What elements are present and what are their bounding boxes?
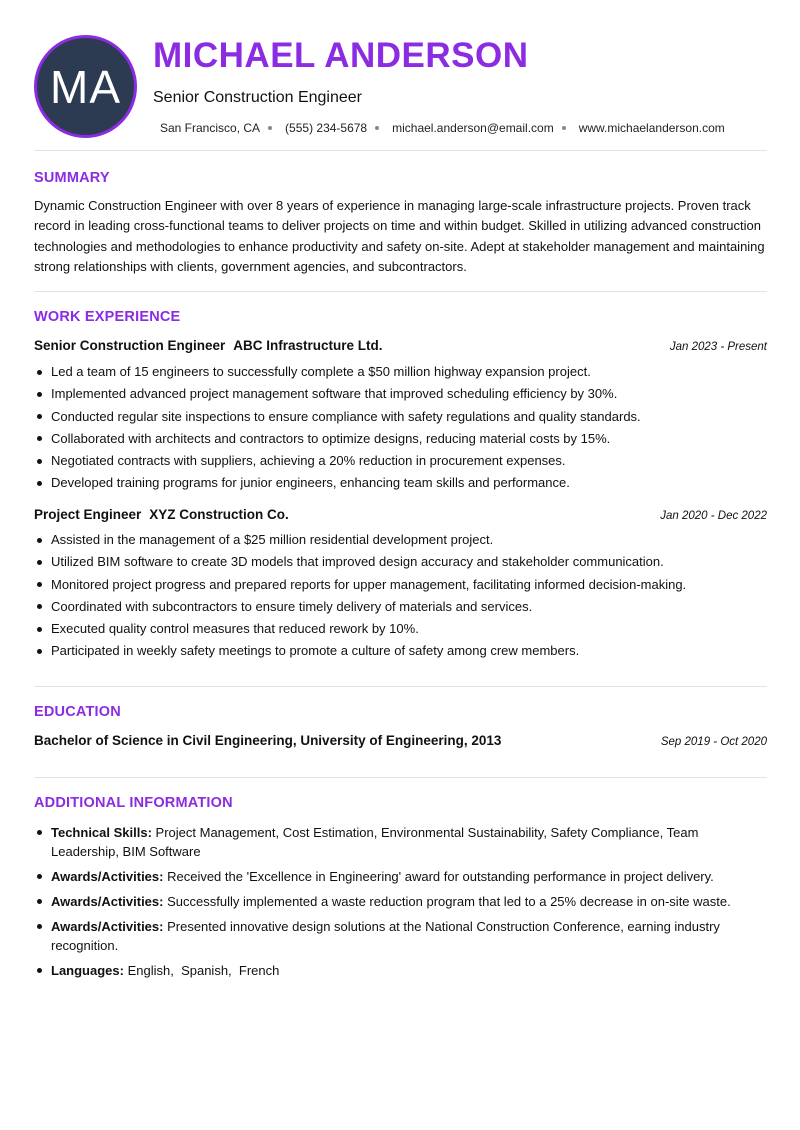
avatar-initials: MA [50, 60, 121, 113]
separator-dot-icon [562, 126, 566, 130]
separator-dot-icon [268, 126, 272, 130]
contact-phone: (555) 234-5678 [285, 121, 368, 135]
education-entry [34, 733, 767, 748]
job-dates: Jan 2020 - Dec 2022 [660, 510, 767, 522]
list-item: Implemented advanced project management software that improved scheduling efficiency by 30%. [34, 385, 767, 407]
list-item: Utilized BIM software to create 3D models that improved design accuracy and stakeholder communication. [34, 553, 767, 575]
list-item: Participated in weekly safety meetings to promote a culture of safety among crew members. [34, 642, 767, 664]
item-text: Presented innovative design solutions at the National Construction Conference, earning industry recognition. [51, 919, 720, 953]
contact-email[interactable]: michael.anderson@email.com [392, 121, 554, 135]
job-role: Project Engineer [34, 507, 142, 522]
list-item [34, 917, 767, 955]
education-heading: EDUCATION [34, 704, 121, 720]
list-item: Coordinated with subcontractors to ensure timely delivery of materials and services. [34, 598, 767, 620]
job-company: XYZ Construction Co. [149, 507, 289, 522]
work-experience-heading: WORK EXPERIENCE [34, 309, 181, 325]
summary-text: Dynamic Construction Engineer with over 8 years of experience in managing large-scale infrastructure projects. Proven track record in leading cross-functional teams to deliver projects on time and within budget. Skilled in utilizing advanced construction technologies and methodologies to enhance productivity and safety on-site. Adept at stakeholder management and maintaining strong relationships with clients, government agencies, and subcontractors. [34, 198, 765, 274]
list-item: Negotiated contracts with suppliers, achieving a 20% reduction in procurement expenses. [34, 452, 767, 474]
additional-information-list [34, 823, 767, 986]
job-header [34, 338, 767, 353]
list-item: Executed quality control measures that reduced rework by 10%. [34, 620, 767, 642]
job-role-line [34, 338, 383, 353]
list-item [34, 867, 767, 886]
avatar [34, 35, 137, 138]
job-company: ABC Infrastructure Ltd. [233, 338, 383, 353]
divider [34, 291, 767, 292]
list-item: Conducted regular site inspections to ensure compliance with safety regulations and quality standards. [34, 408, 767, 430]
list-item: Collaborated with architects and contractors to optimize designs, reducing material costs by 15%. [34, 430, 767, 452]
list-item [34, 892, 767, 911]
job-dates: Jan 2023 - Present [669, 341, 767, 353]
divider [34, 686, 767, 687]
item-label: Technical Skills: [51, 825, 152, 840]
item-label: Awards/Activities: [51, 894, 164, 909]
divider [34, 777, 767, 778]
list-item [34, 823, 767, 861]
job-role-line [34, 507, 289, 522]
divider [34, 150, 767, 151]
list-item: Monitored project progress and prepared reports for upper management, facilitating informed decision-making. [34, 576, 767, 598]
item-text: English, Spanish, French [127, 963, 280, 978]
list-item: Developed training programs for junior engineers, enhancing team skills and performance. [34, 474, 767, 496]
education-dates: Sep 2019 - Oct 2020 [660, 736, 767, 748]
candidate-name: MICHAEL ANDERSON [153, 36, 529, 75]
job-bullet-list [34, 363, 767, 497]
additional-information-heading: ADDITIONAL INFORMATION [34, 795, 233, 811]
list-item [34, 961, 767, 980]
item-label: Awards/Activities: [51, 919, 164, 934]
summary-heading: SUMMARY [34, 170, 110, 186]
contact-bar [160, 121, 725, 135]
item-label: Awards/Activities: [51, 869, 164, 884]
list-item: Led a team of 15 engineers to successfully complete a $50 million highway expansion project. [34, 363, 767, 385]
item-label: Languages: [51, 963, 124, 978]
item-text: Received the 'Excellence in Engineering' award for outstanding performance in project delivery. [167, 869, 714, 884]
contact-website[interactable]: www.michaelanderson.com [578, 121, 725, 135]
job-title: Senior Construction Engineer [153, 89, 363, 106]
job-header [34, 507, 767, 522]
job-bullet-list [34, 531, 767, 665]
item-text: Successfully implemented a waste reduction program that led to a 25% decrease in on-site waste. [167, 894, 731, 909]
job-role: Senior Construction Engineer [34, 338, 226, 353]
contact-location: San Francisco, CA [160, 121, 261, 135]
separator-dot-icon [375, 126, 379, 130]
degree: Bachelor of Science in Civil Engineering, University of Engineering, 2013 [34, 733, 502, 748]
list-item: Assisted in the management of a $25 million residential development project. [34, 531, 767, 553]
item-text: Project Management, Cost Estimation, Environmental Sustainability, Safety Compliance, Team Leadership, BIM Software [51, 825, 699, 859]
